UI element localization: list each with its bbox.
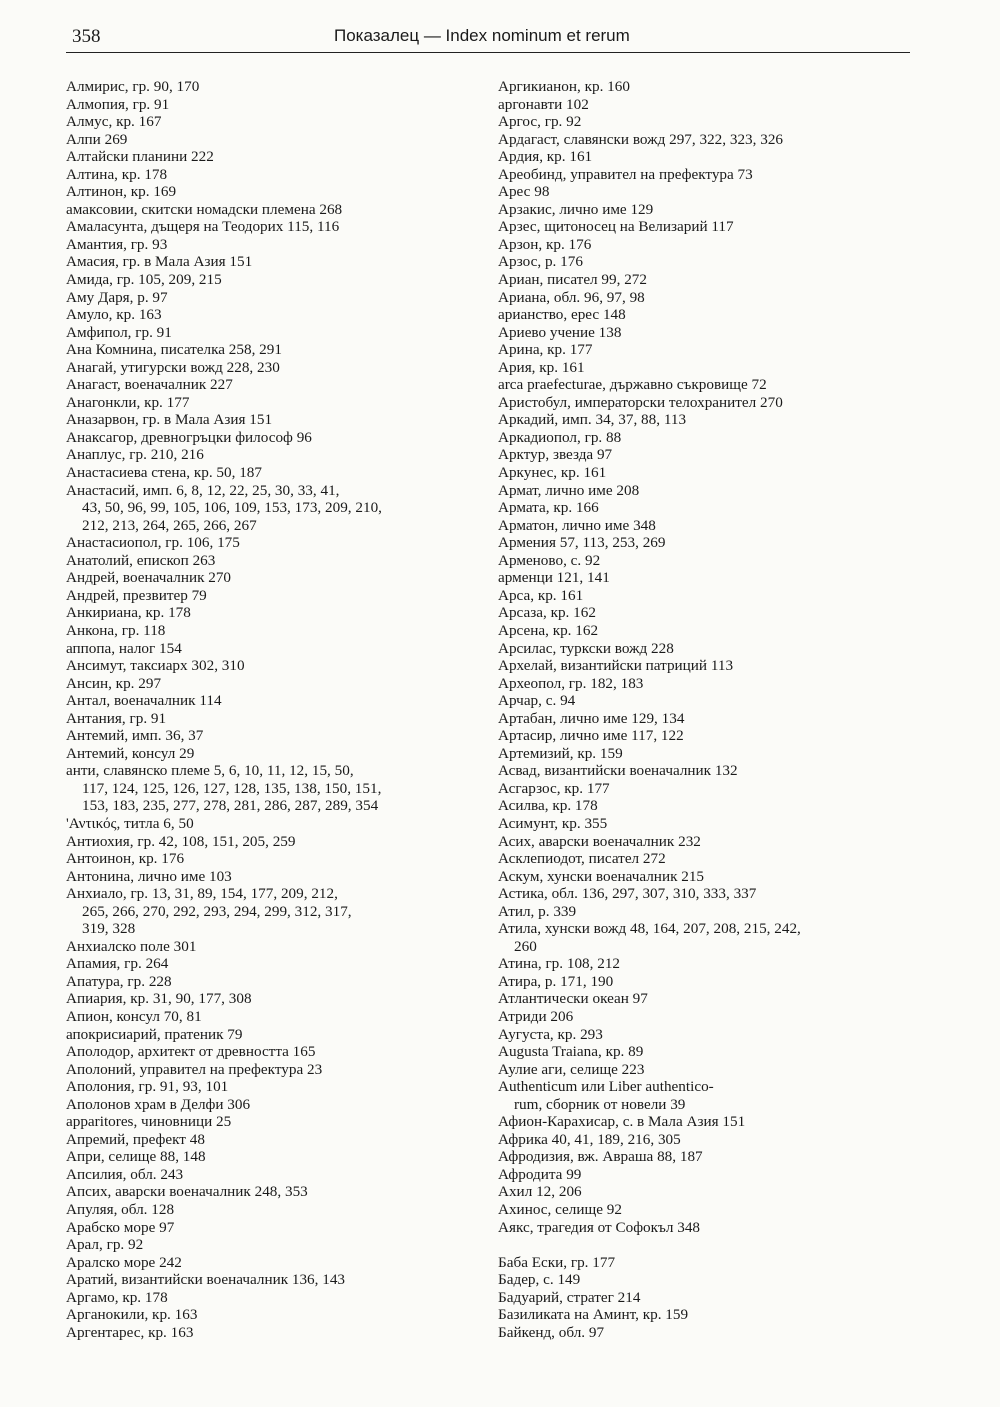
page-number: 358	[72, 26, 101, 47]
index-entry-line: 'Αντικός, титла 6, 50	[66, 814, 194, 832]
index-entry	[498, 1008, 918, 1026]
index-entry	[498, 113, 918, 131]
index-entry	[66, 166, 484, 184]
index-entry	[498, 166, 918, 184]
index-entry	[498, 710, 918, 728]
index-entry	[66, 587, 484, 605]
index-entry-line: Анагаст, военачалник 227	[66, 376, 233, 394]
index-entry	[498, 253, 918, 271]
index-entry	[66, 201, 484, 219]
index-entry	[498, 131, 918, 149]
index-entry-line: Алмопия, гр. 91	[66, 95, 170, 113]
index-entry-line: Арес 98	[498, 183, 550, 201]
index-entry-line: Антонина, лично име 103	[66, 867, 232, 885]
index-entry	[66, 482, 484, 535]
index-entry	[498, 1061, 918, 1079]
index-entry-continuation: 212, 213, 264, 265, 266, 267	[82, 516, 257, 534]
index-entry	[498, 1201, 918, 1219]
index-entry	[66, 675, 484, 693]
index-entry	[498, 745, 918, 763]
index-entry	[66, 1166, 484, 1184]
index-entry-line: Арматон, лично име 348	[498, 516, 656, 534]
index-entry-line: Алтайски планини 222	[66, 148, 214, 166]
index-entry-line: Атил, р. 339	[498, 902, 577, 920]
index-entry	[498, 815, 918, 833]
index-entry-line: Анхиало, гр. 13, 31, 89, 154, 177, 209, 212,	[66, 885, 338, 903]
index-entry-line: Арса, кр. 161	[498, 586, 584, 604]
index-entry	[498, 797, 918, 815]
index-entry	[66, 657, 484, 675]
index-entry-line: аргонавти 102	[498, 95, 589, 113]
page-header	[72, 26, 910, 52]
index-entry-line: арменци 121, 141	[498, 569, 610, 587]
index-entry-line: Амфипол, гр. 91	[66, 323, 172, 341]
index-entry	[66, 604, 484, 622]
index-entry-line: Арсена, кр. 162	[498, 621, 599, 639]
index-entry	[66, 324, 484, 342]
index-entry-line: Ахил 12, 206	[498, 1183, 582, 1201]
index-entry-line: Аргос, гр. 92	[498, 113, 582, 131]
index-entry-line: Андрей, военачалник 270	[66, 569, 232, 587]
index-entry	[66, 692, 484, 710]
index-entry-line: Афродита 99	[498, 1165, 582, 1183]
index-entry-line: Армения 57, 113, 253, 269	[498, 534, 666, 552]
index-entry-line: Арсаза, кр. 162	[498, 604, 596, 622]
index-entry	[66, 885, 484, 938]
index-entry	[66, 973, 484, 991]
index-entry-line: Бадер, с. 149	[498, 1271, 581, 1289]
index-entry-line: Асклепиодот, писател 272	[498, 850, 666, 868]
index-entry-continuation: 260	[514, 937, 537, 955]
index-entry	[498, 1219, 918, 1237]
index-entry	[66, 640, 484, 658]
index-entry-continuation: rum, сборник от новели 39	[514, 1095, 686, 1113]
index-entry-line: Арменово, с. 92	[498, 551, 601, 569]
index-entry-continuation: 319, 328	[82, 920, 136, 938]
index-entry	[66, 833, 484, 851]
index-entry-line: Амаласунта, дъщеря на Теодорих 115, 116	[66, 218, 340, 236]
index-entry-line: Аполонов храм в Делфи 306	[66, 1095, 251, 1113]
index-entry-line: Аркадиопол, гр. 88	[498, 428, 622, 446]
index-entry	[498, 1289, 918, 1307]
index-entry-line: Артасир, лично име 117, 122	[498, 727, 684, 745]
index-entry-line: Аскум, хунски военачалник 215	[498, 867, 705, 885]
index-entry	[66, 289, 484, 307]
index-entry-line: Антемий, имп. 36, 37	[66, 727, 204, 745]
index-entry	[498, 868, 918, 886]
index-entry-line: apparitores, чиновници 25	[66, 1113, 232, 1131]
index-entry	[66, 955, 484, 973]
header-rule	[66, 52, 910, 53]
index-entry	[498, 1183, 918, 1201]
index-entry	[66, 1078, 484, 1096]
index-entry-line: Антемий, консул 29	[66, 744, 195, 762]
index-entry-line: Апуляя, обл. 128	[66, 1201, 175, 1218]
index-entry-line: Амасия, гр. в Мала Азия 151	[66, 253, 253, 271]
index-entry	[66, 1043, 484, 1061]
index-entry-line: Алмус, кр. 167	[66, 113, 162, 131]
index-entry	[498, 482, 918, 500]
index-entry	[498, 341, 918, 359]
index-entry-line: аппопа, налог 154	[66, 639, 182, 657]
index-entry	[66, 552, 484, 570]
index-entry	[498, 1026, 918, 1044]
index-entry	[66, 762, 484, 815]
index-entry-line: Астика, обл. 136, 297, 307, 310, 333, 337	[498, 885, 757, 903]
index-entry	[66, 1183, 484, 1201]
index-entry-line: Арзес, щитоносец на Велизарий 117	[498, 218, 734, 236]
index-entry	[66, 218, 484, 236]
index-entry-line: Артабан, лично име 129, 134	[498, 709, 685, 727]
index-entry-line: Арина, кр. 177	[498, 341, 593, 359]
index-entry	[66, 850, 484, 868]
index-entry	[66, 815, 484, 833]
index-entry	[498, 306, 918, 324]
index-entry	[66, 1324, 484, 1342]
index-entry	[66, 1026, 484, 1044]
index-entry-line: Аргикианон, кр. 160	[498, 78, 630, 95]
index-entry-line: амаксовии, скитски номадски племена 268	[66, 200, 343, 218]
index-entry-line: Аргамо, кр. 178	[66, 1288, 168, 1306]
index-entry	[66, 710, 484, 728]
index-entry	[66, 394, 484, 412]
index-entry-line: arca praefecturae, държавно съкровище 72	[498, 376, 767, 394]
index-entry-line: Апиария, кр. 31, 90, 177, 308	[66, 990, 252, 1008]
index-entry	[498, 552, 918, 570]
index-entry-line: Артемизий, кр. 159	[498, 744, 623, 762]
index-entry-line: Анхиалско поле 301	[66, 937, 197, 955]
index-entry-line: Баба Ески, гр. 177	[498, 1253, 616, 1271]
index-entry	[66, 183, 484, 201]
index-entry-line: Анкона, гр. 118	[66, 621, 166, 639]
index-entry-line: Authenticum или Liber authentico-	[498, 1078, 714, 1096]
index-entry-line: Аназарвон, гр. в Мала Азия 151	[66, 411, 273, 429]
index-entry	[66, 131, 484, 149]
index-entry	[66, 1236, 484, 1254]
index-entry	[498, 236, 918, 254]
index-entry	[66, 113, 484, 131]
index-entry-line: Андрей, презвитер 79	[66, 586, 207, 604]
index-entry	[498, 201, 918, 219]
index-entry-line: Ариево учение 138	[498, 323, 622, 341]
index-entry-line: Антиохия, гр. 42, 108, 151, 205, 259	[66, 832, 296, 850]
index-entry-line: Аполодор, архитект от древността 165	[66, 1043, 316, 1061]
index-entry	[498, 148, 918, 166]
index-entry	[66, 534, 484, 552]
index-entry	[66, 148, 484, 166]
index-entry	[66, 1254, 484, 1272]
index-entry-line: апокрисиарий, пратеник 79	[66, 1025, 243, 1043]
index-entry-line: Аполоний, управител на префектура 23	[66, 1060, 323, 1078]
index-entry-line: Аралско море 242	[66, 1253, 182, 1271]
index-entry-line: Арзос, р. 176	[498, 253, 583, 271]
index-entry	[66, 1148, 484, 1166]
index-entry	[498, 885, 918, 903]
index-entry-line: Аргентарес, кр. 163	[66, 1323, 194, 1341]
index-entry	[498, 604, 918, 622]
index-entry	[66, 1271, 484, 1289]
index-entry	[498, 622, 918, 640]
index-entry	[66, 306, 484, 324]
index-entry	[498, 289, 918, 307]
index-entry-line: Асих, аварски военачалник 232	[498, 832, 701, 850]
index-entry	[498, 1043, 918, 1061]
index-entry-line: Атриди 206	[498, 1007, 574, 1025]
index-entry-continuation: 43, 50, 96, 99, 105, 106, 109, 153, 173, 209, 210,	[82, 499, 382, 517]
index-entry-continuation: 153, 183, 235, 277, 278, 281, 286, 287, 289, 354	[82, 797, 379, 815]
index-entry-line: Ахинос, селище 92	[498, 1201, 622, 1218]
index-entry-line: Ардагаст, славянски вожд 297, 322, 323, 326	[498, 130, 784, 148]
index-entry	[66, 1306, 484, 1324]
index-entry	[66, 446, 484, 464]
index-entry-line: Атлантически океан 97	[498, 990, 648, 1008]
index-entry-continuation: 117, 124, 125, 126, 127, 128, 135, 138, 150, 151,	[82, 779, 382, 797]
index-entry	[498, 833, 918, 851]
index-entry	[498, 464, 918, 482]
index-entry-line: Атина, гр. 108, 212	[498, 955, 621, 973]
index-entry-line: Асвад, византийски военачалник 132	[498, 762, 738, 780]
index-entry-line: Афион-Карахисар, с. в Мала Азия 151	[498, 1113, 746, 1131]
index-entry-line: Архелай, византийски патриций 113	[498, 657, 734, 675]
index-entry	[498, 1166, 918, 1184]
index-entry-line: Ариан, писател 99, 272	[498, 271, 647, 289]
index-entry-line: Арсилас, туркски вожд 228	[498, 639, 674, 657]
index-entry	[498, 727, 918, 745]
index-entry-line: Арганокили, кр. 163	[66, 1306, 198, 1324]
index-entry	[498, 850, 918, 868]
index-entry	[498, 446, 918, 464]
index-entry-line: Апри, селище 88, 148	[66, 1148, 206, 1166]
index-entry-line: Антал, военачалник 114	[66, 692, 222, 710]
index-entry-line: Апамия, гр. 264	[66, 955, 169, 973]
index-entry	[66, 745, 484, 763]
index-entry	[66, 868, 484, 886]
index-entry-line: Байкенд, обл. 97	[498, 1323, 605, 1341]
index-entry-line: Апремий, префект 48	[66, 1130, 205, 1148]
index-entry	[498, 411, 918, 429]
index-entry	[66, 253, 484, 271]
index-entry-line: Анаплус, гр. 210, 216	[66, 446, 204, 464]
index-entry-line: Анаксагор, древногръцки философ 96	[66, 428, 312, 446]
index-entry	[498, 920, 918, 955]
index-entry	[66, 429, 484, 447]
index-entry	[498, 640, 918, 658]
index-entry-line: Анагай, утигурски вожд 228, 230	[66, 358, 280, 376]
section-gap	[498, 1236, 918, 1254]
index-entry-line: Антания, гр. 91	[66, 709, 167, 727]
index-entry-line: Алмирис, гр. 90, 170	[66, 78, 200, 95]
index-entry-line: Бадуарий, стратег 214	[498, 1288, 641, 1306]
index-entry	[498, 78, 918, 96]
index-entry-line: Анастасиева стена, кр. 50, 187	[66, 464, 262, 482]
index-entry-line: Археопол, гр. 182, 183	[498, 674, 644, 692]
index-entry-line: Арабско море 97	[66, 1218, 175, 1236]
index-entry	[498, 183, 918, 201]
index-entry-line: Ардия, кр. 161	[498, 148, 593, 166]
index-entry-line: Аратий, византийски военачалник 136, 143	[66, 1271, 346, 1289]
index-entry-line: Амуло, кр. 163	[66, 306, 162, 324]
index-entry	[498, 271, 918, 289]
index-entry-line: Алтинон, кр. 169	[66, 183, 177, 201]
index-entry-line: Амида, гр. 105, 209, 215	[66, 271, 222, 289]
index-entry	[498, 780, 918, 798]
index-entry-line: Ана Комнина, писателка 258, 291	[66, 341, 282, 359]
index-entry	[498, 324, 918, 342]
index-entry	[498, 534, 918, 552]
index-entry	[66, 96, 484, 114]
index-entry	[66, 271, 484, 289]
index-entry	[498, 1324, 918, 1342]
index-entry	[498, 675, 918, 693]
index-entry-line: Арчар, с. 94	[498, 692, 576, 710]
index-entry	[498, 955, 918, 973]
index-entry-line: Базиликата на Аминт, кр. 159	[498, 1306, 689, 1324]
index-entry-line: Армат, лично име 208	[498, 481, 640, 499]
index-entry-line: Апсилия, обл. 243	[66, 1165, 184, 1183]
index-entry-line: Анастасиопол, гр. 106, 175	[66, 534, 240, 552]
index-entry	[66, 622, 484, 640]
index-entry-line: Апатура, гр. 228	[66, 972, 172, 990]
index-entry-line: Апион, консул 70, 81	[66, 1007, 202, 1025]
index-entry-line: Атира, р. 171, 190	[498, 972, 614, 990]
index-entry	[498, 1306, 918, 1324]
index-entry-line: Алпи 269	[66, 130, 128, 148]
index-entry	[66, 341, 484, 359]
index-entry	[498, 376, 918, 394]
index-entry	[498, 1254, 918, 1272]
index-entry	[498, 692, 918, 710]
index-entry	[498, 96, 918, 114]
index-entry-line: Арктур, звезда 97	[498, 446, 613, 464]
index-entry-line: Ансимут, таксиарх 302, 310	[66, 657, 245, 675]
index-column-left	[66, 78, 484, 1341]
index-entry-line: Арзакис, лично име 129	[498, 200, 654, 218]
index-entry	[66, 1008, 484, 1026]
index-entry-line: Аякс, трагедия от Софокъл 348	[498, 1218, 701, 1236]
index-entry	[498, 1271, 918, 1289]
index-entry	[66, 990, 484, 1008]
index-entry	[498, 657, 918, 675]
index-entry	[498, 1078, 918, 1113]
index-entry	[498, 499, 918, 517]
index-entry	[498, 990, 918, 1008]
index-entry-continuation: 265, 266, 270, 292, 293, 294, 299, 312, 317,	[82, 902, 352, 920]
index-entry-line: Анкириана, кр. 178	[66, 604, 191, 622]
index-entry-line: арианство, ерес 148	[498, 306, 626, 324]
index-entry	[498, 1113, 918, 1131]
index-entry	[66, 411, 484, 429]
index-entry-line: Ансин, кр. 297	[66, 674, 162, 692]
index-entry	[66, 464, 484, 482]
index-entry-line: Ариана, обл. 96, 97, 98	[498, 288, 645, 306]
index-entry-line: Арзон, кр. 176	[498, 235, 592, 253]
index-entry-line: Афродизия, вж. Авраша 88, 187	[498, 1148, 703, 1166]
index-entry	[498, 429, 918, 447]
index-entry-line: Антоинон, кр. 176	[66, 850, 185, 868]
index-entry-line: Анастасий, имп. 6, 8, 12, 22, 25, 30, 33, 41,	[66, 481, 340, 499]
index-entry	[498, 973, 918, 991]
index-entry-line: Арал, гр. 92	[66, 1236, 144, 1254]
running-title: Показалец — Index nominum et rerum	[334, 26, 630, 45]
index-entry-line: Анагонкли, кр. 177	[66, 393, 190, 411]
index-entry-line: Апсих, аварски военачалник 248, 353	[66, 1183, 308, 1201]
index-entry-line: Алтина, кр. 178	[66, 165, 168, 183]
index-entry	[498, 359, 918, 377]
index-entry-line: Асилва, кр. 178	[498, 797, 598, 815]
index-entry	[498, 517, 918, 535]
index-entry-line: Амантия, гр. 93	[66, 235, 168, 253]
index-entry-line: Аугуста, кр. 293	[498, 1025, 603, 1043]
index-entry	[498, 1148, 918, 1166]
index-entry	[498, 569, 918, 587]
index-entry-line: Ария, кр. 161	[498, 358, 585, 376]
index-entry	[66, 1289, 484, 1307]
index-entry-line: Ареобинд, управител на префектура 73	[498, 165, 753, 183]
index-entry	[66, 359, 484, 377]
index-entry-line: Аму Даря, р. 97	[66, 288, 168, 306]
index-entry-line: Африка 40, 41, 189, 216, 305	[498, 1130, 681, 1148]
index-entry	[66, 1096, 484, 1114]
index-entry	[66, 236, 484, 254]
index-entry-line: анти, славянско племе 5, 6, 10, 11, 12, 15, 50,	[66, 762, 354, 780]
index-entry	[498, 1131, 918, 1149]
index-entry	[66, 78, 484, 96]
index-entry	[66, 1219, 484, 1237]
index-entry-line: Аристобул, императорски телохранител 270	[498, 393, 783, 411]
index-entry-line: Армата, кр. 166	[498, 499, 599, 517]
index-entry	[66, 376, 484, 394]
index-entry	[66, 569, 484, 587]
index-entry	[498, 218, 918, 236]
index-entry	[66, 1061, 484, 1079]
index-entry-line: Аркунес, кр. 161	[498, 464, 607, 482]
index-entry	[66, 1201, 484, 1219]
index-entry	[498, 394, 918, 412]
index-entry-line: Аулие аги, селище 223	[498, 1060, 645, 1078]
index-entry	[498, 587, 918, 605]
index-entry-line: Анатолий, епископ 263	[66, 551, 216, 569]
index-entry-line: Аркадий, имп. 34, 37, 88, 113	[498, 411, 687, 429]
index-entry-line: Augusta Traiana, кр. 89	[498, 1043, 644, 1061]
index-entry-line: Атила, хунски вожд 48, 164, 207, 208, 215, 242,	[498, 920, 801, 938]
index-entry	[66, 1113, 484, 1131]
index-entry	[498, 762, 918, 780]
index-entry	[498, 903, 918, 921]
index-entry-line: Асгарзос, кр. 177	[498, 779, 610, 797]
index-entry	[66, 1131, 484, 1149]
index-entry-line: Асимунт, кр. 355	[498, 814, 608, 832]
index-entry-line: Аполония, гр. 91, 93, 101	[66, 1078, 229, 1096]
index-column-right	[498, 78, 918, 1341]
index-entry	[66, 938, 484, 956]
index-entry	[66, 727, 484, 745]
